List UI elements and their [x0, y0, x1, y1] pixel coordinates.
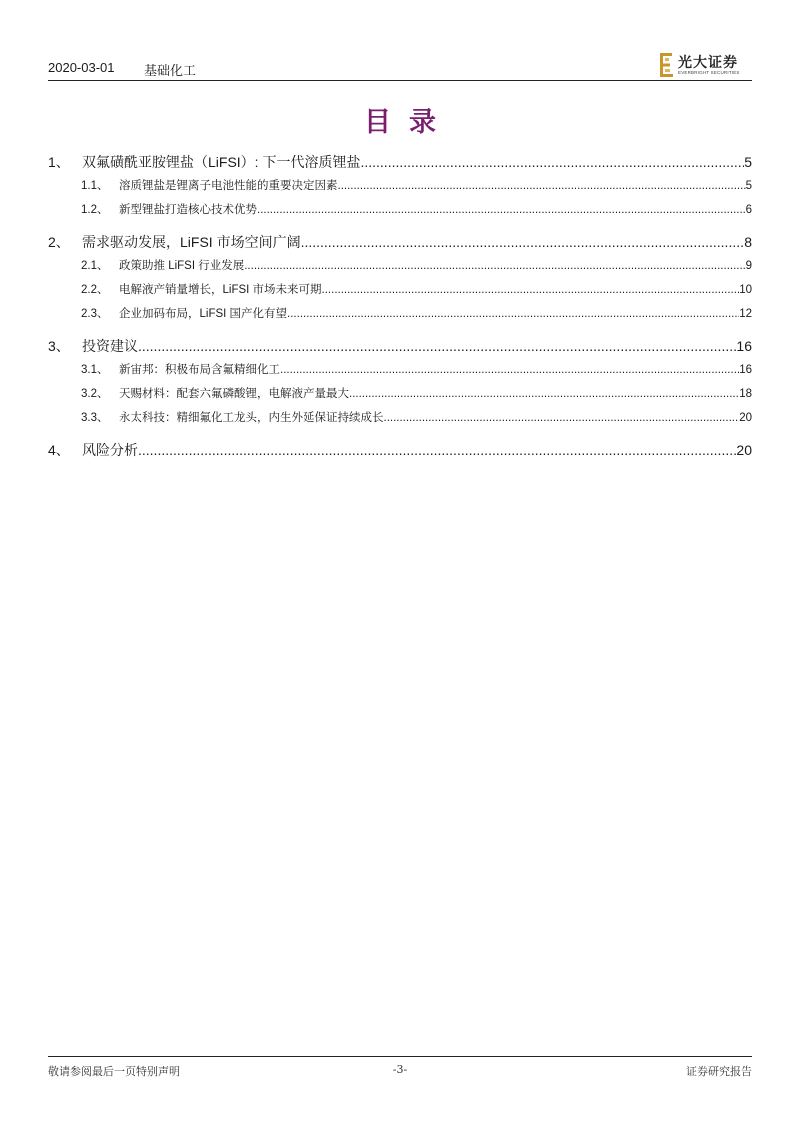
toc-entry-number: 3.1、: [81, 364, 109, 376]
toc-entry-title: 风险分析: [82, 442, 138, 458]
toc-subsection-entry[interactable]: [48, 358, 752, 382]
toc-entry-number: 3.3、: [81, 412, 109, 424]
toc-leader-dots: [138, 438, 736, 462]
toc-entry-page: 5: [745, 180, 752, 192]
toc-entry-title: 需求驱动发展，LiFSI 市场空间广阔: [82, 234, 301, 250]
toc-entry-page: 12: [739, 308, 752, 320]
toc-entry-number: 2.1、: [81, 260, 109, 272]
toc-leader-dots: [280, 358, 739, 382]
toc-entry-number: 1.2、: [81, 204, 109, 216]
toc-leader-dots: [384, 406, 740, 430]
toc-subsection-entry[interactable]: [48, 278, 752, 302]
toc-leader-dots: [257, 198, 746, 222]
toc-leader-dots: [301, 230, 745, 254]
toc-entry-number: 3、: [48, 338, 70, 354]
toc-entry-number: 2、: [48, 234, 70, 250]
toc-leader-dots: [360, 150, 744, 174]
toc-entry-title: 溶质锂盐是锂离子电池性能的重要决定因素: [119, 180, 338, 192]
toc-entry-number: 3.2、: [81, 388, 109, 400]
toc-leader-dots: [287, 302, 739, 326]
everbright-logo-icon: [660, 53, 674, 77]
toc-entry-page: 18: [739, 388, 752, 400]
toc-entry-page: 9: [745, 260, 752, 272]
logo-name: 光大证券: [678, 55, 738, 71]
toc-entry-page: 16: [739, 364, 752, 376]
toc-leader-dots: [349, 382, 739, 406]
toc-entry-page: 20: [739, 412, 752, 424]
report-date: 2020-03-01: [48, 60, 115, 75]
toc-entry-number: 2.2、: [81, 284, 109, 296]
toc-entry-title: 电解液产销量增长，LiFSI 市场未来可期: [119, 284, 322, 296]
toc-entry-title: 投资建议: [82, 338, 138, 354]
toc-subsection-entry[interactable]: [48, 198, 752, 222]
toc-entry-number: 1.1、: [81, 180, 109, 192]
toc-leader-dots: [138, 334, 736, 358]
toc-entry-number: 4、: [48, 442, 70, 458]
toc-leader-dots: [322, 278, 740, 302]
page-number: -3-: [392, 1063, 408, 1076]
toc-entry-number: 1、: [48, 154, 70, 170]
toc-entry-title: 天赐材料：配套六氟磷酸锂，电解液产量最大: [119, 388, 349, 400]
toc-subsection-entry[interactable]: [48, 174, 752, 198]
toc-entry-title: 新型锂盐打造核心技术优势: [119, 204, 257, 216]
page-header: [48, 52, 752, 81]
toc-entry-title: 企业加码布局，LiFSI 国产化有望: [119, 308, 288, 320]
toc-subsection-entry[interactable]: [48, 302, 752, 326]
toc-section-entry[interactable]: [48, 230, 752, 254]
table-of-contents: [48, 150, 752, 462]
report-sector: 基础化工: [144, 63, 197, 78]
toc-entry-title: 永太科技：精细氟化工龙头，内生外延保证持续成长: [119, 412, 384, 424]
toc-entry-page: 8: [744, 234, 752, 250]
toc-section-entry[interactable]: [48, 150, 752, 174]
page-title: 目录: [364, 107, 454, 138]
toc-leader-dots: [244, 254, 745, 278]
toc-subsection-entry[interactable]: [48, 406, 752, 430]
toc-leader-dots: [338, 174, 746, 198]
toc-section-entry[interactable]: [48, 334, 752, 358]
report-type: 证券研究报告: [686, 1065, 752, 1078]
toc-entry-title: 新宙邦：积极布局含氟精细化工: [119, 364, 280, 376]
toc-entry-page: 16: [736, 338, 752, 354]
logo-subtitle: EVERBRIGHT SECURITIES: [678, 70, 740, 75]
everbright-logo: [660, 52, 752, 80]
page-footer: [48, 1056, 752, 1077]
toc-section-entry[interactable]: [48, 438, 752, 462]
toc-subsection-entry[interactable]: [48, 382, 752, 406]
toc-entry-title: 双氟磺酰亚胺锂盐（LiFSI）: 下一代溶质锂盐: [82, 154, 361, 170]
toc-entry-number: 2.3、: [81, 308, 109, 320]
toc-entry-page: 5: [744, 154, 752, 170]
toc-entry-title: 政策助推 LiFSI 行业发展: [119, 260, 245, 272]
toc-entry-page: 6: [745, 204, 752, 216]
toc-subsection-entry[interactable]: [48, 254, 752, 278]
toc-entry-page: 20: [736, 442, 752, 458]
disclaimer-note: 敬请参阅最后一页特别声明: [48, 1065, 180, 1078]
toc-entry-page: 10: [739, 284, 752, 296]
